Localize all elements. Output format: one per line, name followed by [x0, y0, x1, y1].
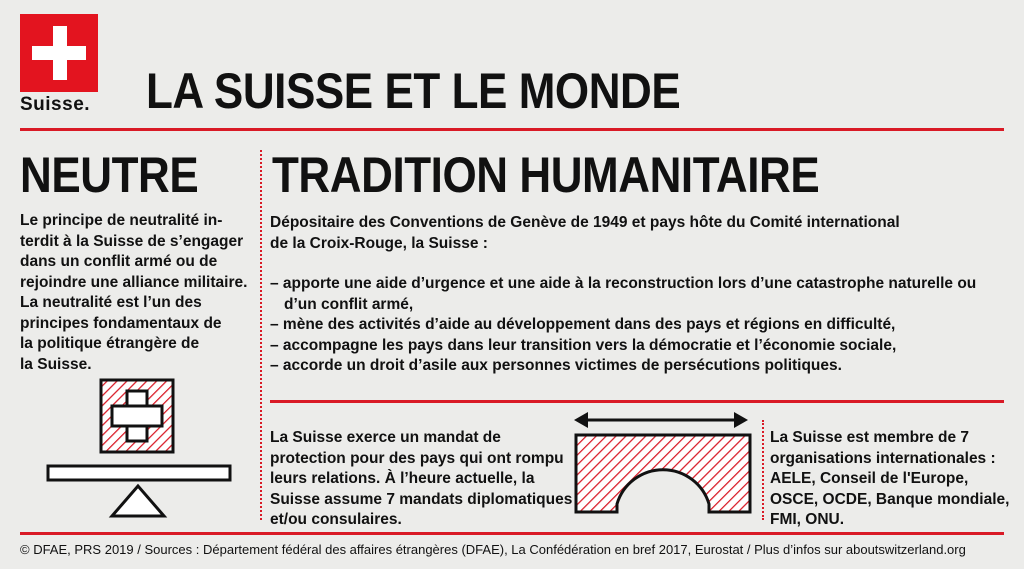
neutral-heading: NEUTRE — [20, 147, 199, 203]
footer-rule — [20, 532, 1004, 535]
neutral-line: la politique étrangère de — [20, 335, 200, 352]
title-rule — [20, 128, 1004, 131]
bridge-icon — [568, 404, 758, 522]
neutral-line: la Suisse. — [20, 355, 92, 373]
mandates-line: protection pour des pays qui ont rompu — [270, 449, 564, 467]
humanitarian-text — [270, 213, 990, 377]
mandates-line: leurs relations. À l’heure actuelle, la — [270, 470, 535, 487]
neutral-line: principes fondamentaux de — [20, 314, 222, 332]
humanitarian-heading: TRADITION HUMANITAIRE — [272, 147, 820, 203]
humanitarian-list-item: – accompagne les pays dans leur transition vers la démocratie et l’économie sociale, — [270, 336, 897, 354]
neutral-line: rejoindre une alliance militaire. — [20, 273, 248, 291]
humanitarian-intro-line: de la Croix-Rouge, la Suisse : — [270, 234, 488, 252]
section-rule — [270, 400, 1004, 403]
double-arrow-icon — [574, 412, 748, 428]
humanitarian-list-item: – accorde un droit d’asile aux personnes victimes de persécutions politiques. — [270, 357, 842, 374]
column-separator — [260, 150, 262, 520]
humanitarian-list — [270, 274, 988, 377]
page-title: LA SUISSE ET LE MONDE — [146, 63, 681, 119]
humanitarian-list-item: – mène des activités d’aide au développement dans des pays et régions en difficulté, — [270, 316, 896, 333]
mandates-line: Suisse assume 7 mandats diplomatiques — [270, 490, 573, 508]
mandates-text — [270, 428, 572, 531]
humanitarian-list-item: – apporte une aide d’urgence et une aide à la reconstruction lors d’une catastrophe naturelle ou d’un conflit armé, — [270, 275, 977, 313]
neutral-line: La neutralité est l’un des — [20, 294, 202, 311]
organisations-line: FMI, ONU. — [770, 511, 845, 528]
organisations-line: La Suisse est membre de 7 — [770, 429, 970, 446]
neutral-balance-icon — [40, 378, 240, 520]
neutral-line: terdit à la Suisse de s’engager — [20, 232, 244, 250]
organisations-line: AELE, Conseil de l'Europe, — [770, 470, 969, 487]
mandates-line: et/ou consulaires. — [270, 511, 402, 528]
footer-sources: © DFAE, PRS 2019 / Sources : Département fédéral des affaires étrangères (DFAE), La Confédération en bref 2017, Eurostat / Plus d’infos sur aboutswitzerland.org — [20, 542, 966, 557]
organisations-line: OSCE, OCDE, Banque mondiale, — [770, 490, 1010, 508]
humanitarian-intro-line: Dépositaire des Conventions de Genève de 1949 et pays hôte du Comité international — [270, 214, 900, 231]
organisations-line: organisations internationales : — [770, 449, 996, 467]
neutral-line: dans un conflit armé ou de — [20, 253, 218, 270]
flag-cross-horizontal — [32, 46, 86, 60]
neutral-text — [20, 211, 247, 375]
mandates-line: La Suisse exerce un mandat de — [270, 429, 501, 446]
logo-wordmark: Suisse. — [20, 94, 91, 115]
organisations-text — [770, 428, 1009, 531]
organisations-separator — [762, 420, 764, 520]
neutral-line: Le principe de neutralité in- — [20, 212, 223, 229]
swiss-flag-logo — [20, 14, 98, 92]
